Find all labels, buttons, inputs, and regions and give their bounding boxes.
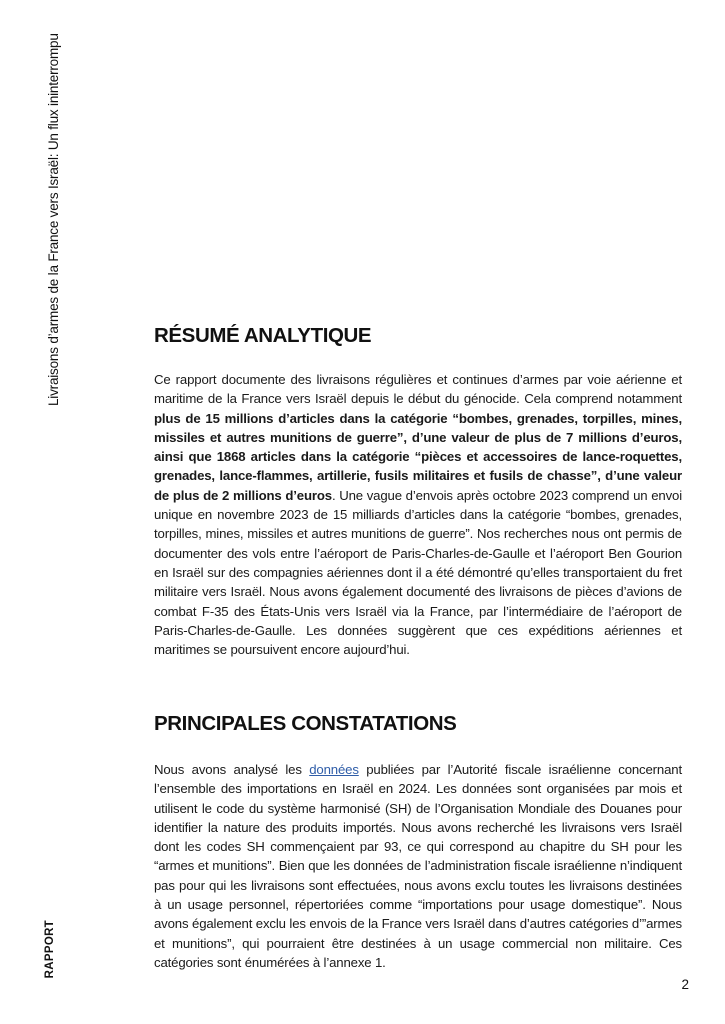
summary-paragraph — [154, 370, 682, 659]
findings-text-end: publiées par l’Autorité fiscale israélienne concernant l’ensemble des importations en Israël en 2024. Les données sont organisées par mois et utilisent le code du système harmonisé (SH) de l’Organisation Mondiale des Douanes pour identifier la nature des produits importés. Nous avons recherché les livraisons vers Israël dont les codes SH commençaient par 93, ce qui correspond au chapitre du SH pour les “armes et munitions”. Bien que les données de l’administration fiscale israélienne n’indiquent pas pour qui les livraisons sont effectuées, nous avons exclu toutes les livraisons destinées à un usage personnel, répertoriées comme “importations pour usage domestique”. Nous avons également exclu les envois de la France vers Israël dans d’autres catégories d’”armes et munitions”, qui pourraient être destinées à un usage commercial non militaire. Ces catégories sont énumérées à l’annexe 1. — [154, 762, 682, 970]
findings-paragraph — [154, 760, 682, 972]
findings-heading: PRINCIPALES CONSTATATIONS — [154, 712, 457, 735]
section-label: RAPPORT — [44, 920, 56, 979]
running-title: Livraisons d’armes de la France vers Israël: Un flux ininterrompu — [46, 33, 61, 406]
data-link[interactable]: données — [309, 762, 359, 777]
summary-text-end: . Une vague d’envois après octobre 2023 comprend un envoi unique en novembre 2023 de 15 milliards d’articles dans la catégorie “bombes, grenades, torpilles, mines, missiles et autres munitions de guerre”. Nos recherches nous ont permis de documenter des vols entre l’aéroport de Paris-Charles-de-Gaulle et l’aéroport Ben Gourion en Israël sur des compagnies aériennes dont il a été démontré qu’elles transportaient du fret militaire vers Israël. Nous avons également documenté des livraisons de pièces d’avions de combat F-35 des États-Unis vers Israël via la France, par l’intermédiaire de l’aéroport de Paris-Charles-de-Gaulle. Les données suggèrent que ces expéditions aériennes et maritimes se poursuivent encore aujourd’hui. — [154, 487, 682, 658]
findings-text-start: Nous avons analysé les — [154, 762, 310, 777]
summary-text-start: Ce rapport documente des livraisons régulières et continues d’armes par voie aérienne et maritime de la France vers Israël depuis le début du génocide. Cela comprend notamment — [154, 372, 682, 407]
summary-bold-text: plus de 15 millions d’articles dans la catégorie “bombes, grenades, torpilles, mines, missiles et autres munitions de guerre”, d’une valeur de plus de 7 millions d’euros, ainsi que 1868 articles dans la catégorie “pièces et accessoires de lance-roquettes, grenades, lance-flammes, artillerie, fusils militaires et fusils de chasse”, d’une valeur de plus de 2 millions d’euros — [154, 410, 682, 503]
summary-heading: RÉSUMÉ ANALYTIQUE — [154, 324, 372, 347]
page-number: 2 — [681, 977, 689, 992]
